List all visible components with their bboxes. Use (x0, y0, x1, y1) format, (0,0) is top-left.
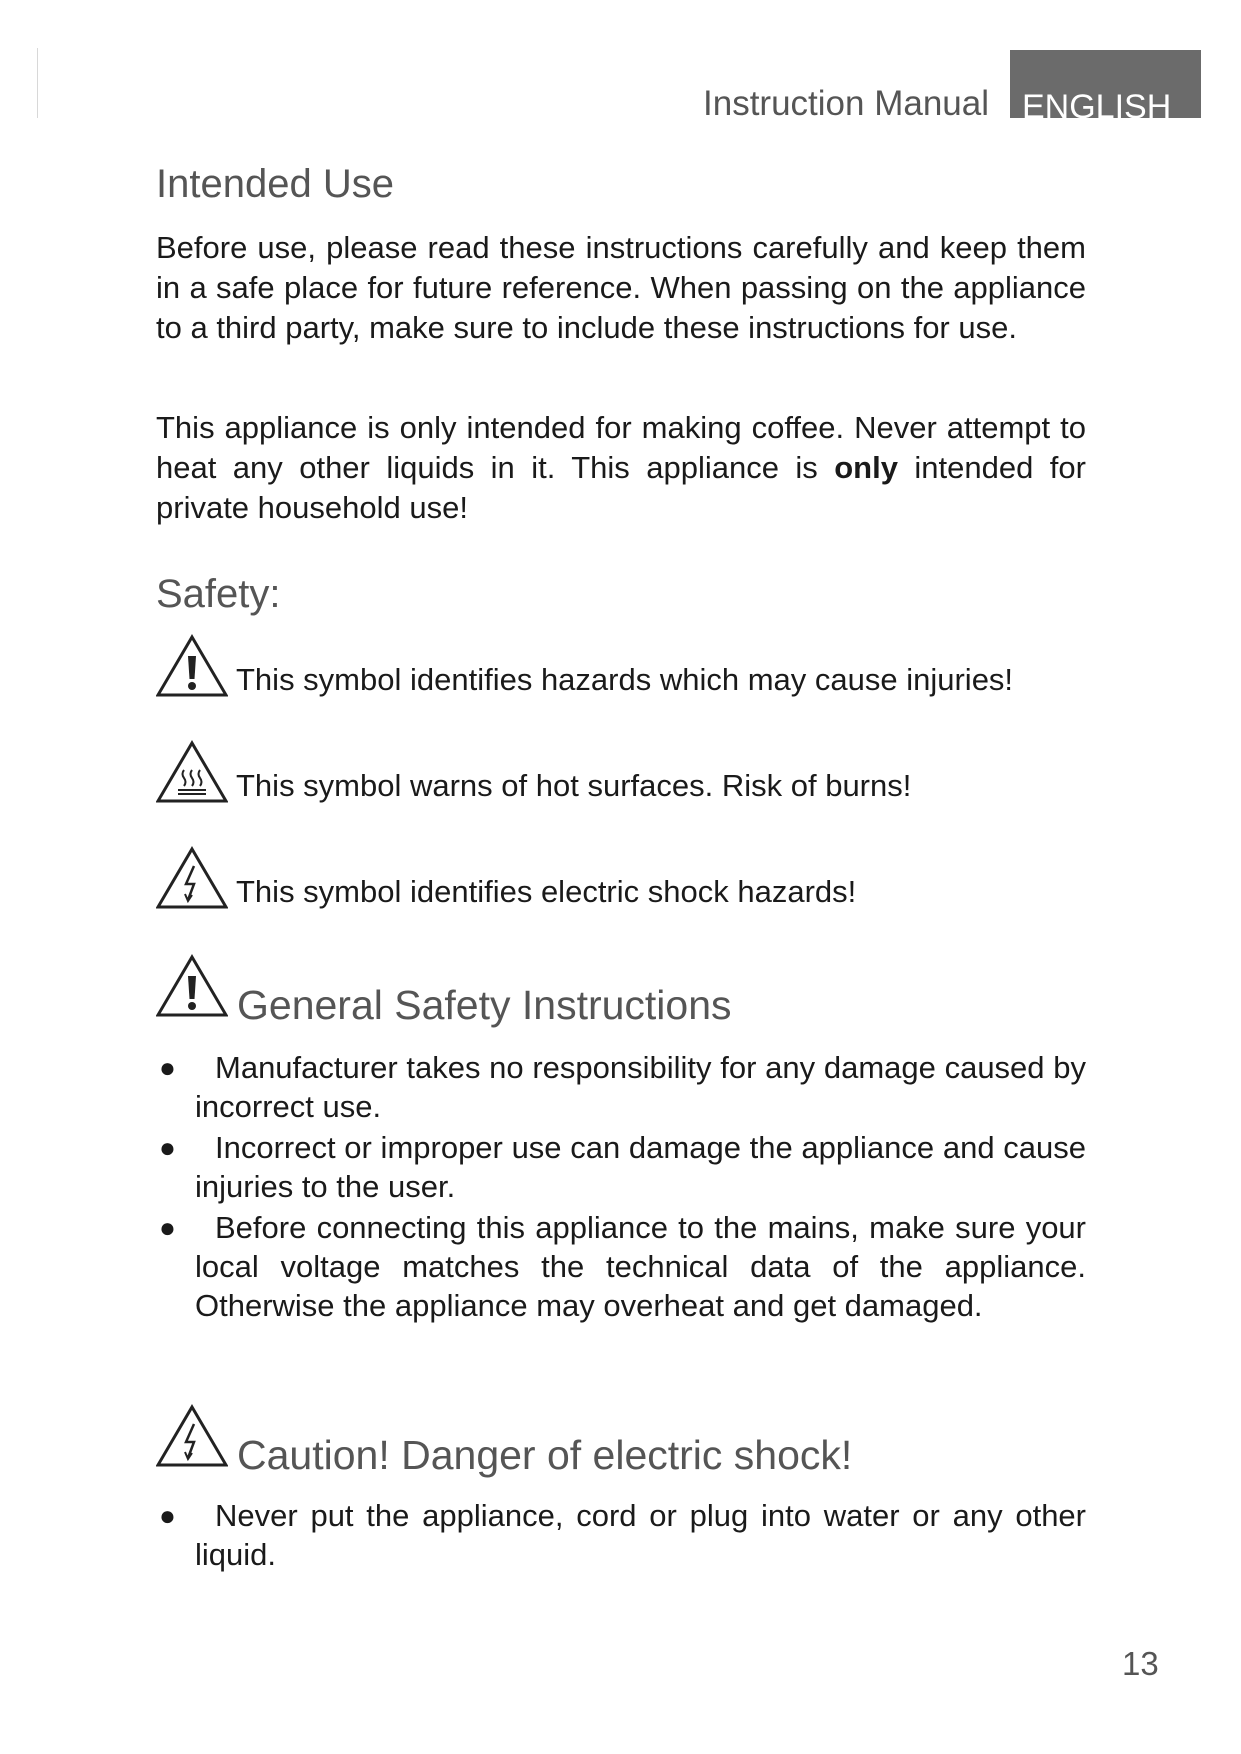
paragraph-2-text-a: This appliance is only intended for making coffee. Never attempt to heat any other liquids in it. This appliance is (156, 410, 1086, 485)
caution-heading: Caution! Danger of electric shock! (237, 1432, 853, 1478)
paragraph-2-emphasis: only (834, 450, 898, 485)
list-item: ● Before connecting this appliance to the mains, make sure your local voltage matches the technical data of the appliance. Otherwise the appliance may overheat and get damaged. (159, 1210, 1086, 1323)
safety-heading: Safety: (156, 572, 281, 616)
warning-exclamation-icon (156, 954, 228, 1018)
safety-symbol-row-electric (156, 846, 856, 910)
general-safety-heading: General Safety Instructions (237, 982, 732, 1028)
intended-use-paragraph-1: Before use, please read these instructions carefully and keep them in a safe place for future reference. When passing on the appliance to a third party, make sure to include these instructions for use. (156, 230, 1086, 345)
safety-symbol-text: This symbol warns of hot surfaces. Risk of burns! (236, 768, 912, 803)
language-tab (1010, 50, 1201, 118)
safety-symbol-row-hot (156, 740, 911, 804)
paragraph-2-text-b: intended for private household use! (156, 450, 1086, 525)
list-item: ● Never put the appliance, cord or plug into water or any other liquid. (159, 1498, 1086, 1572)
bullet-icon: ● (159, 1052, 176, 1083)
list-item: ● Manufacturer takes no responsibility for any damage caused by incorrect use. (159, 1050, 1086, 1124)
bullet-icon: ● (159, 1132, 176, 1163)
margin-rule (37, 48, 38, 118)
general-safety-list (156, 1048, 1086, 1327)
intended-use-heading: Intended Use (156, 162, 394, 206)
safety-symbol-text: This symbol identifies electric shock hazards! (236, 874, 857, 909)
safety-symbol-row-injury (156, 634, 1013, 698)
caution-list (156, 1496, 1086, 1576)
safety-symbol-text: This symbol identifies hazards which may cause injuries! (236, 662, 1014, 697)
electric-shock-icon (156, 1404, 228, 1468)
bullet-icon: ● (159, 1500, 176, 1531)
page-number: 13 (1122, 1645, 1159, 1682)
electric-shock-icon (156, 846, 228, 910)
intended-use-paragraph-2 (156, 408, 1086, 528)
warning-exclamation-icon (156, 634, 228, 698)
header-title: Instruction Manual (703, 84, 989, 123)
hot-surface-icon (156, 740, 228, 804)
language-tab-label: ENGLISH (1022, 88, 1172, 118)
bullet-icon: ● (159, 1212, 176, 1243)
list-item: ● Incorrect or improper use can damage the appliance and cause injuries to the user. (159, 1130, 1086, 1204)
